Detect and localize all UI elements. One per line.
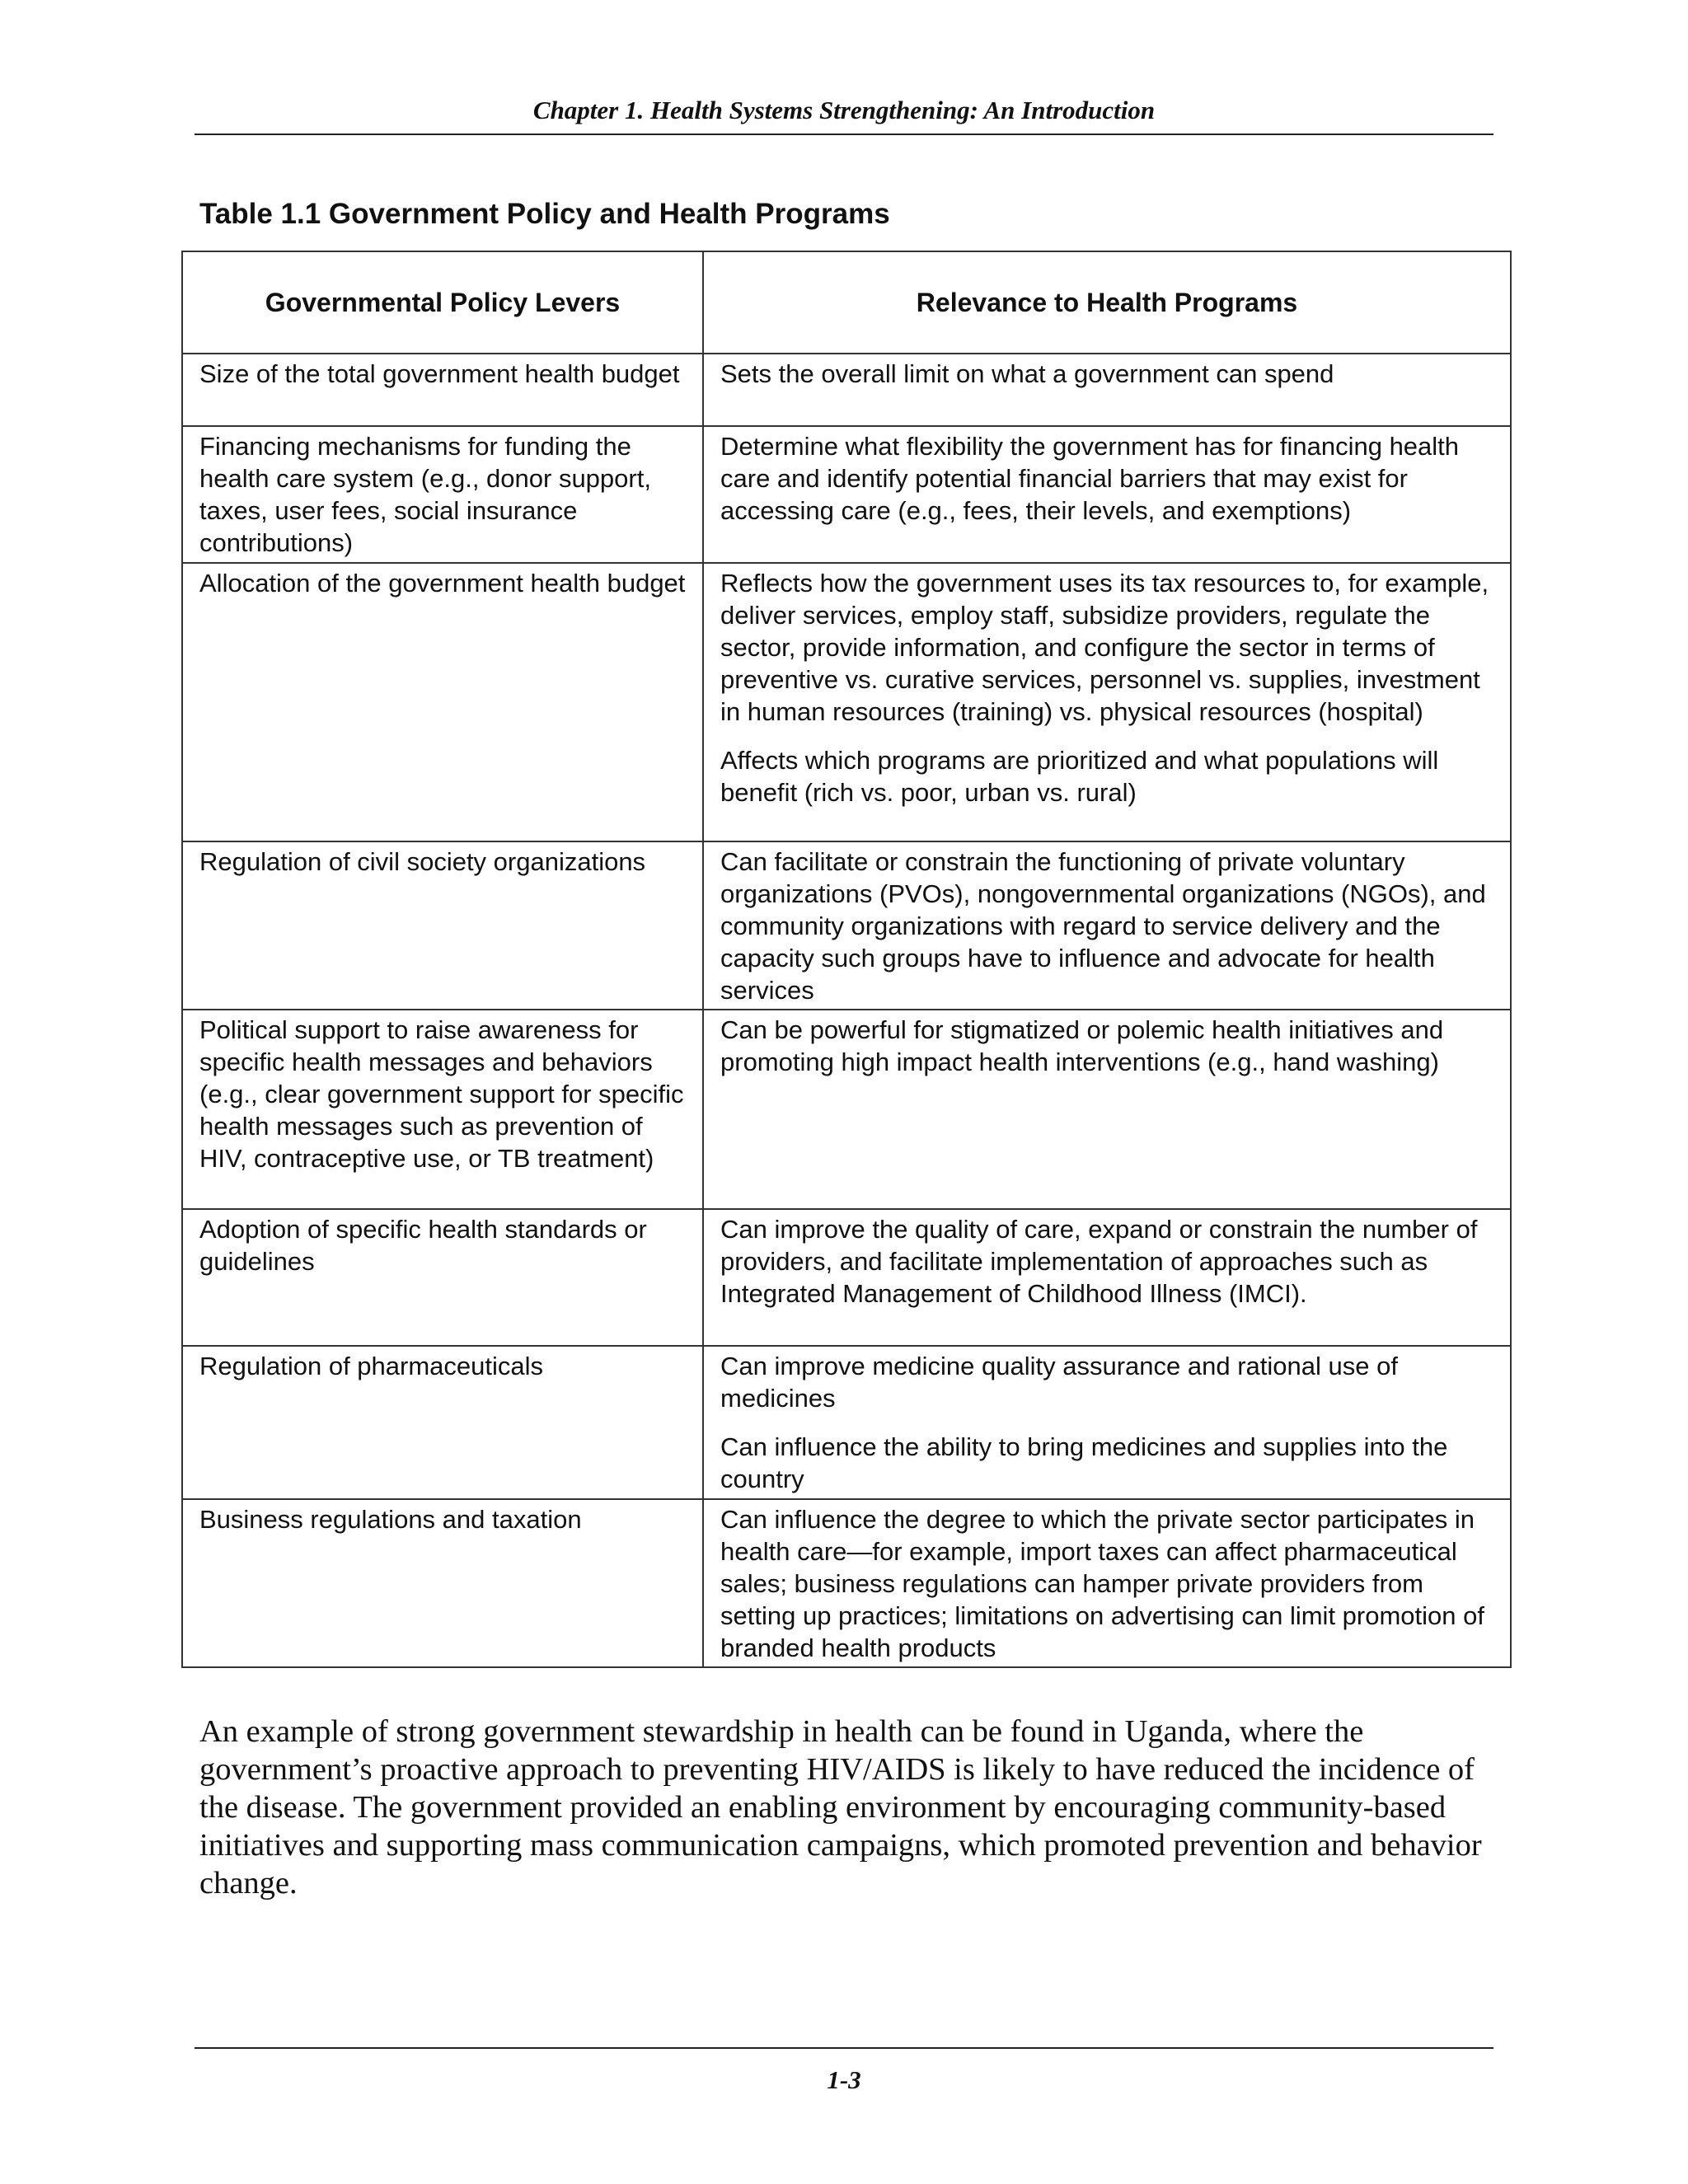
policy-table bbox=[181, 251, 1512, 1668]
relevance-cell bbox=[703, 1499, 1511, 1667]
body-paragraph: An example of strong government stewardship in health can be found in Uganda, where the government’s proactive approach to preventing HIV/AIDS is likely to have reduced the incidence of the disease. The government provided an enabling environment by encouraging community-based initiatives and supporting mass communication campaigns, which promoted prevention and behavior change. bbox=[199, 1714, 1482, 1900]
relevance-cell bbox=[703, 1209, 1511, 1346]
relevance-cell bbox=[703, 1010, 1511, 1209]
table-row bbox=[182, 563, 1511, 841]
relevance-text: Can influence the ability to bring medicines and supplies into the country bbox=[720, 1432, 1448, 1493]
relevance-cell bbox=[703, 354, 1511, 426]
relevance-cell bbox=[703, 841, 1511, 1010]
relevance-cell bbox=[703, 426, 1511, 563]
chapter-header: Chapter 1. Health Systems Strengthening: An Introduction bbox=[532, 96, 1156, 124]
table-row bbox=[182, 426, 1511, 563]
relevance-text: Can be powerful for stigmatized or polemic health initiatives and promoting high impact health interventions (e.g., hand washing) bbox=[720, 1015, 1444, 1076]
relevance-text: Affects which programs are prioritized and what populations will benefit (rich vs. poor, urban vs. rural) bbox=[720, 746, 1439, 807]
relevance-cell bbox=[703, 563, 1511, 841]
relevance-text: Can improve medicine quality assurance and rational use of medicines bbox=[720, 1352, 1398, 1413]
relevance-text: Reflects how the government uses its tax resources to, for example, deliver services, employ staff, subsidize providers, regulate the sector, provide information, and configure the sector in terms of preventive vs. curative services, personnel vs. supplies, investment in human resources (training) vs. physical resources (hospital) bbox=[720, 569, 1489, 726]
table-row bbox=[182, 354, 1511, 426]
policy-lever-cell: Regulation of pharmaceuticals bbox=[182, 1346, 703, 1499]
policy-lever-cell: Adoption of specific health standards or guidelines bbox=[182, 1209, 703, 1346]
table-row bbox=[182, 1010, 1511, 1209]
relevance-text: Determine what flexibility the government has for financing health care and identify potential financial barriers that may exist for accessing care (e.g., fees, their levels, and exemptions) bbox=[720, 432, 1460, 525]
relevance-text: Can influence the degree to which the private sector participates in health care—for example, import taxes can affect pharmaceutical sales; business regulations can hamper private providers from setting up practices; limitations on advertising can limit promotion of branded health products bbox=[720, 1505, 1484, 1662]
relevance-text: Can facilitate or constrain the functioning of private voluntary organizations (PVOs), nongovernmental organizations (NGOs), and community organizations with regard to service delivery and the capacity such groups have to influence and advocate for health services bbox=[720, 847, 1486, 1005]
table-header-row bbox=[182, 251, 1511, 354]
column-header-relevance: Relevance to Health Programs bbox=[703, 251, 1511, 354]
policy-lever-cell: Political support to raise awareness for specific health messages and behaviors (e.g., clear government support for specific health messages such as prevention of HIV, contraceptive use, or TB treatment) bbox=[182, 1010, 703, 1209]
table-row bbox=[182, 1209, 1511, 1346]
policy-lever-cell: Business regulations and taxation bbox=[182, 1499, 703, 1667]
relevance-cell bbox=[703, 1346, 1511, 1499]
relevance-text: Sets the overall limit on what a government can spend bbox=[720, 359, 1334, 388]
policy-lever-cell: Size of the total government health budget bbox=[182, 354, 703, 426]
policy-lever-cell: Allocation of the government health budget bbox=[182, 563, 703, 841]
page-number: 1-3 bbox=[827, 2065, 861, 2094]
column-header-policy-levers: Governmental Policy Levers bbox=[182, 251, 703, 354]
policy-lever-cell: Regulation of civil society organizations bbox=[182, 841, 703, 1010]
table-title: Table 1.1 Government Policy and Health Programs bbox=[199, 198, 890, 230]
header-rule bbox=[195, 134, 1493, 135]
table-row bbox=[182, 841, 1511, 1010]
table-row bbox=[182, 1346, 1511, 1499]
footer-rule bbox=[195, 2047, 1493, 2049]
relevance-text: Can improve the quality of care, expand or constrain the number of providers, and facilitate implementation of approaches such as Integrated Management of Childhood Illness (IMCI). bbox=[720, 1215, 1478, 1308]
policy-lever-cell: Financing mechanisms for funding the health care system (e.g., donor support, taxes, user fees, social insurance contributions) bbox=[182, 426, 703, 563]
table-row bbox=[182, 1499, 1511, 1667]
